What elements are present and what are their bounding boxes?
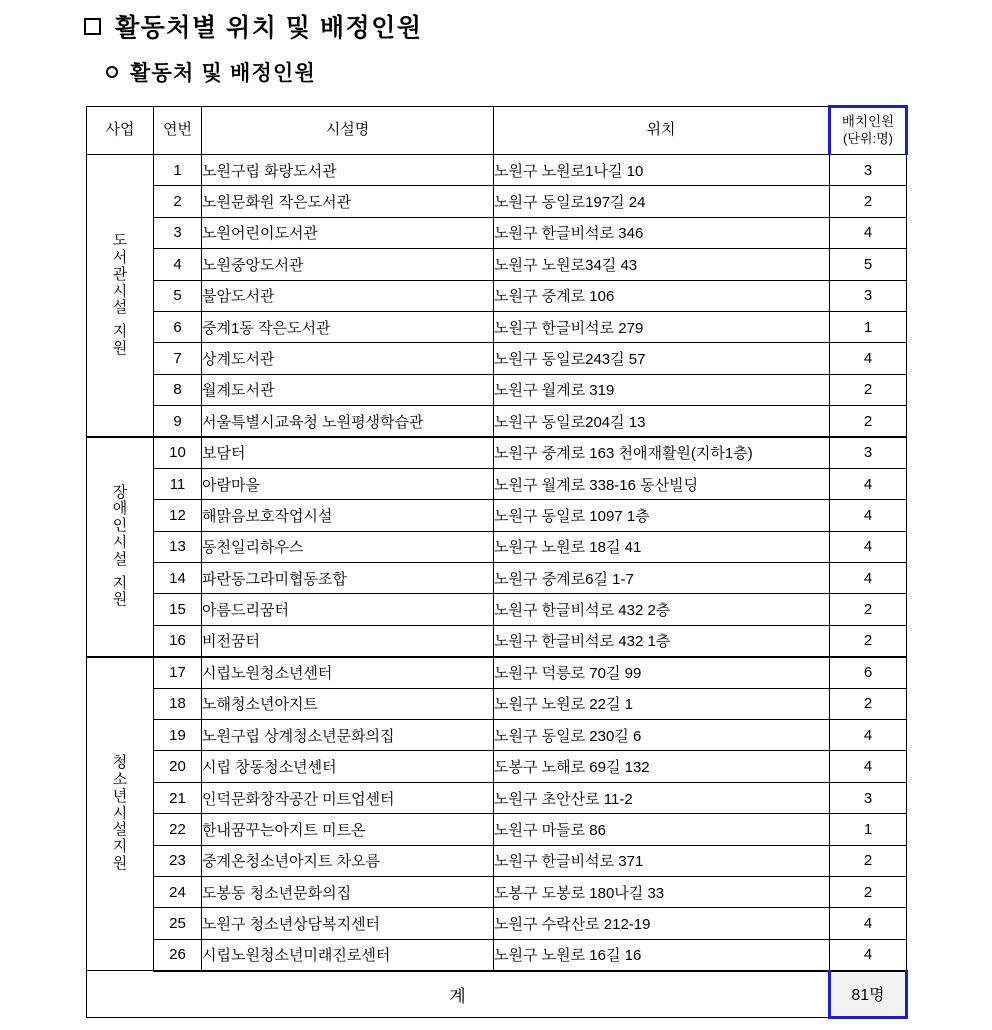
table-row	[87, 720, 907, 751]
cell-seq: 18	[154, 688, 202, 719]
table-row	[87, 468, 907, 499]
cell-facility: 파란동그라미협동조합	[202, 563, 494, 594]
cell-location: 도봉구 도봉로 180나길 33	[494, 876, 830, 907]
cell-facility: 노원어린이도서관	[202, 217, 494, 248]
column-header-count	[830, 107, 907, 155]
column-header-seq: 연번	[154, 107, 202, 155]
cell-count: 2	[830, 406, 907, 437]
cell-location: 노원구 동일로 1097 1층	[494, 500, 830, 531]
business-group-label: 도 서 관 시 설 지 원	[87, 155, 154, 438]
cell-seq: 26	[154, 939, 202, 970]
table-row	[87, 280, 907, 311]
cell-seq: 5	[154, 280, 202, 311]
cell-location: 노원구 노원로 18길 41	[494, 531, 830, 562]
section-title-text: 활동처 및 배정인원	[130, 62, 316, 85]
table-row	[87, 563, 907, 594]
cell-count: 2	[830, 688, 907, 719]
table-row	[87, 343, 907, 374]
table-row	[87, 908, 907, 939]
table-row	[87, 625, 907, 656]
cell-count: 4	[830, 500, 907, 531]
cell-facility: 해맑음보호작업시설	[202, 500, 494, 531]
assignment-table	[86, 105, 908, 1019]
total-label: 계	[87, 971, 830, 1018]
cell-location: 노원구 노원로34길 43	[494, 249, 830, 280]
cell-facility: 월계도서관	[202, 374, 494, 405]
cell-facility: 노원문화원 작은도서관	[202, 186, 494, 217]
total-count: 81명	[830, 971, 907, 1018]
table-row	[87, 217, 907, 248]
cell-seq: 11	[154, 468, 202, 499]
cell-seq: 6	[154, 311, 202, 342]
cell-seq: 13	[154, 531, 202, 562]
cell-count: 3	[830, 280, 907, 311]
cell-count: 6	[830, 657, 907, 688]
cell-seq: 9	[154, 406, 202, 437]
cell-seq: 24	[154, 876, 202, 907]
cell-facility: 시립노원청소년미래진로센터	[202, 939, 494, 970]
cell-count: 4	[830, 939, 907, 970]
business-group-label: 장 애 인 시 설 지 원	[87, 437, 154, 657]
page-title-text: 활동처별 위치 및 배정인원	[115, 14, 423, 42]
cell-location: 노원구 동일로204길 13	[494, 406, 830, 437]
cell-seq: 10	[154, 437, 202, 468]
cell-seq: 22	[154, 814, 202, 845]
cell-location: 노원구 노원로 16길 16	[494, 939, 830, 970]
column-header-business: 사업	[87, 107, 154, 155]
cell-count: 4	[830, 468, 907, 499]
cell-facility: 시립노원청소년센터	[202, 657, 494, 688]
cell-count: 3	[830, 437, 907, 468]
table-header	[87, 107, 907, 155]
cell-facility: 중계온청소년아지트 차오름	[202, 845, 494, 876]
table-footer	[87, 971, 907, 1018]
cell-seq: 21	[154, 782, 202, 813]
cell-count: 5	[830, 249, 907, 280]
cell-location: 노원구 수락산로 212-19	[494, 908, 830, 939]
table-row	[87, 688, 907, 719]
table-row	[87, 751, 907, 782]
cell-facility: 시립 창동청소년센터	[202, 751, 494, 782]
cell-location: 노원구 월계로 338-16 동산빌딩	[494, 468, 830, 499]
cell-count: 4	[830, 531, 907, 562]
cell-location: 노원구 월계로 319	[494, 374, 830, 405]
cell-count: 4	[830, 720, 907, 751]
cell-seq: 20	[154, 751, 202, 782]
cell-location: 노원구 동일로243길 57	[494, 343, 830, 374]
cell-count: 1	[830, 814, 907, 845]
cell-facility: 노원구 청소년상담복지센터	[202, 908, 494, 939]
cell-seq: 15	[154, 594, 202, 625]
cell-seq: 14	[154, 563, 202, 594]
cell-count: 2	[830, 594, 907, 625]
cell-facility: 아름드리꿈터	[202, 594, 494, 625]
cell-count: 2	[830, 186, 907, 217]
column-header-location: 위치	[494, 107, 830, 155]
table-row	[87, 657, 907, 688]
cell-count: 4	[830, 217, 907, 248]
circle-bullet-icon	[106, 66, 118, 78]
table-row	[87, 594, 907, 625]
cell-location: 노원구 한글비석로 279	[494, 311, 830, 342]
cell-location: 노원구 노원로1나길 10	[494, 155, 830, 186]
cell-location: 노원구 한글비석로 432 1층	[494, 625, 830, 656]
cell-facility: 보담터	[202, 437, 494, 468]
column-header-count-line1: 배치인원	[841, 114, 895, 130]
cell-count: 2	[830, 876, 907, 907]
cell-seq: 12	[154, 500, 202, 531]
cell-seq: 19	[154, 720, 202, 751]
cell-count: 4	[830, 343, 907, 374]
table-row	[87, 155, 907, 186]
cell-facility: 노해청소년아지트	[202, 688, 494, 719]
cell-location: 도봉구 노해로 69길 132	[494, 751, 830, 782]
column-header-count-line2: (단위:명)	[843, 131, 893, 147]
cell-seq: 1	[154, 155, 202, 186]
table-body	[87, 155, 907, 971]
cell-seq: 4	[154, 249, 202, 280]
cell-location: 노원구 초안산로 11-2	[494, 782, 830, 813]
cell-location: 노원구 동일로 230길 6	[494, 720, 830, 751]
cell-facility: 서울특별시교육청 노원평생학습관	[202, 406, 494, 437]
cell-seq: 7	[154, 343, 202, 374]
total-row	[87, 971, 907, 1018]
cell-count: 2	[830, 374, 907, 405]
cell-facility: 중계1동 작은도서관	[202, 311, 494, 342]
cell-location: 노원구 덕릉로 70길 99	[494, 657, 830, 688]
cell-seq: 3	[154, 217, 202, 248]
table-row	[87, 406, 907, 437]
cell-location: 노원구 한글비석로 371	[494, 845, 830, 876]
cell-location: 노원구 한글비석로 432 2층	[494, 594, 830, 625]
table-row	[87, 814, 907, 845]
table-row	[87, 249, 907, 280]
cell-count: 3	[830, 155, 907, 186]
cell-facility: 노원구립 상계청소년문화의집	[202, 720, 494, 751]
cell-facility: 동천일리하우스	[202, 531, 494, 562]
cell-location: 노원구 중계로 163 천애재활원(지하1층)	[494, 437, 830, 468]
cell-facility: 비전꿈터	[202, 625, 494, 656]
cell-location: 노원구 동일로197길 24	[494, 186, 830, 217]
section-title	[106, 57, 316, 87]
cell-facility: 아람마을	[202, 468, 494, 499]
cell-seq: 8	[154, 374, 202, 405]
cell-facility: 상계도서관	[202, 343, 494, 374]
cell-count: 3	[830, 782, 907, 813]
cell-count: 2	[830, 625, 907, 656]
cell-location: 노원구 중계로6길 1-7	[494, 563, 830, 594]
cell-location: 노원구 중계로 106	[494, 280, 830, 311]
page-title	[84, 8, 423, 44]
square-bullet-icon	[84, 18, 101, 35]
table-row	[87, 876, 907, 907]
cell-facility: 도봉동 청소년문화의집	[202, 876, 494, 907]
business-group-label: 청 소 년 시 설 지 원	[87, 657, 154, 971]
cell-facility: 한내꿈꾸는아지트 미트온	[202, 814, 494, 845]
cell-count: 1	[830, 311, 907, 342]
cell-seq: 17	[154, 657, 202, 688]
cell-location: 노원구 노원로 22길 1	[494, 688, 830, 719]
cell-count: 4	[830, 908, 907, 939]
table-row	[87, 845, 907, 876]
assignment-table-container	[86, 105, 906, 1019]
cell-location: 노원구 마들로 86	[494, 814, 830, 845]
cell-seq: 25	[154, 908, 202, 939]
cell-facility: 노원구립 화랑도서관	[202, 155, 494, 186]
table-header-row	[87, 107, 907, 155]
cell-seq: 16	[154, 625, 202, 656]
cell-facility: 불암도서관	[202, 280, 494, 311]
table-row	[87, 374, 907, 405]
cell-seq: 2	[154, 186, 202, 217]
cell-facility: 인덕문화창작공간 미트업센터	[202, 782, 494, 813]
table-row	[87, 437, 907, 468]
table-row	[87, 500, 907, 531]
cell-seq: 23	[154, 845, 202, 876]
column-header-facility: 시설명	[202, 107, 494, 155]
cell-count: 4	[830, 563, 907, 594]
table-row	[87, 311, 907, 342]
table-row	[87, 186, 907, 217]
cell-count: 2	[830, 845, 907, 876]
cell-count: 4	[830, 751, 907, 782]
table-row	[87, 939, 907, 970]
cell-facility: 노원중앙도서관	[202, 249, 494, 280]
table-row	[87, 782, 907, 813]
cell-location: 노원구 한글비석로 346	[494, 217, 830, 248]
table-row	[87, 531, 907, 562]
